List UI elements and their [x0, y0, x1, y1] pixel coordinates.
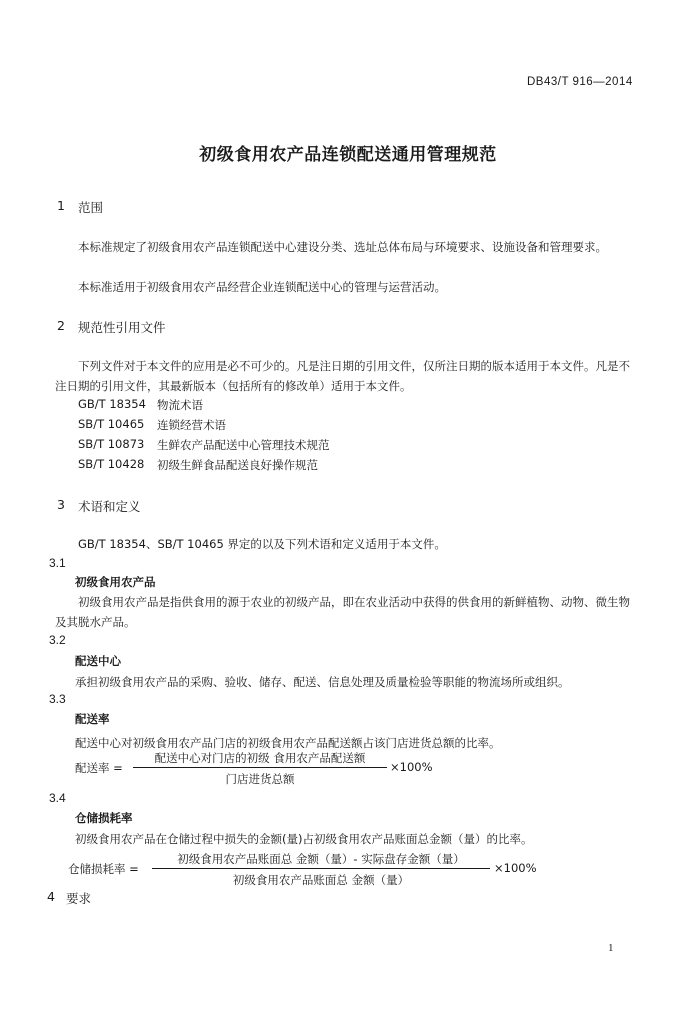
reference-code: GB/T 18354 — [78, 397, 146, 411]
term-3-3-number: 3.3 — [49, 692, 66, 706]
term-3-1-number: 3.1 — [49, 556, 66, 570]
term-3-4-number: 3.4 — [49, 791, 66, 805]
page-number: 1 — [608, 942, 614, 954]
term-3-1-name: 初级食用农产品 — [75, 575, 156, 589]
formula-denominator: 门店进货总额 — [225, 772, 295, 786]
section-4-heading: 要求 — [66, 891, 92, 906]
formula-lhs: 仓储损耗率 = — [68, 862, 139, 876]
term-3-2-name: 配送中心 — [75, 654, 121, 668]
section-1-number: 1 — [57, 198, 65, 213]
formula-lhs: 配送率 = — [75, 761, 123, 775]
reference-code: SB/T 10428 — [78, 457, 145, 471]
formula-numerator: 配送中心对门店的初级 食用农产品配送额 — [154, 751, 366, 765]
term-3-3-name: 配送率 — [75, 712, 110, 726]
reference-code: SB/T 10465 — [78, 417, 145, 431]
reference-title: 生鲜农产品配送中心管理技术规范 — [157, 438, 330, 452]
section-1-paragraph-1: 本标准规定了初级食用农产品连锁配送中心建设分类、选址总体布局与环境要求、设施设备和管理要求。 — [78, 240, 607, 254]
document-title: 初级食用农产品连锁配送通用管理规范 — [199, 145, 497, 165]
section-2-heading: 规范性引用文件 — [78, 320, 166, 335]
section-1-heading: 范围 — [78, 200, 104, 215]
formula-denominator: 初级食用农产品账面总 金额（量） — [232, 873, 410, 887]
section-3-number: 3 — [57, 497, 65, 512]
section-4-number: 4 — [47, 889, 55, 904]
term-3-2-definition: 承担初级食用农产品的采购、验收、储存、配送、信息处理及质量检验等职能的物流场所或组织。 — [75, 675, 570, 689]
standard-code: DB43/T 916—2014 — [527, 76, 633, 88]
fraction-bar — [152, 868, 490, 869]
section-1-paragraph-2: 本标准适用于初级食用农产品经营企业连锁配送中心的管理与运营活动。 — [78, 280, 446, 294]
reference-code: SB/T 10873 — [78, 437, 145, 451]
section-2-number: 2 — [57, 318, 65, 333]
term-3-3-definition: 配送中心对初级食用农产品门店的初级食用农产品配送额占该门店进货总额的比率。 — [75, 736, 501, 750]
reference-title: 物流术语 — [157, 398, 203, 412]
section-3-intro: GB/T 18354、SB/T 10465 界定的以及下列术语和定义适用于本文件。 — [78, 537, 446, 551]
formula-numerator: 初级食用农产品账面总 金额（量）- 实际盘存金额（量） — [177, 852, 465, 866]
section-2-paragraph: 下列文件对于本文件的应用是必不可少的。凡是注日期的引用文件，仅所注日期的版本适用于本文件。凡是不注日期的引用文件，其最新版本（包括所有的修改单）适用于本文件。 — [55, 359, 630, 393]
term-3-4-definition: 初级食用农产品在仓储过程中损失的金额(量)占初级食用农产品账面总金额（量）的比率。 — [75, 832, 533, 846]
term-3-4-name: 仓储损耗率 — [75, 811, 133, 825]
fraction-bar — [133, 767, 387, 768]
formula-multiplier: ×100% — [390, 760, 433, 774]
formula-multiplier: ×100% — [494, 861, 537, 875]
term-3-1-definition: 初级食用农产品是指供食用的源于农业的初级产品，即在农业活动中获得的供食用的新鲜植物、动物、微生物及其脱水产品。 — [55, 595, 630, 629]
term-3-2-number: 3.2 — [49, 633, 66, 647]
reference-title: 连锁经营术语 — [157, 418, 226, 432]
section-3-heading: 术语和定义 — [78, 499, 141, 514]
reference-title: 初级生鲜食品配送良好操作规范 — [157, 458, 318, 472]
